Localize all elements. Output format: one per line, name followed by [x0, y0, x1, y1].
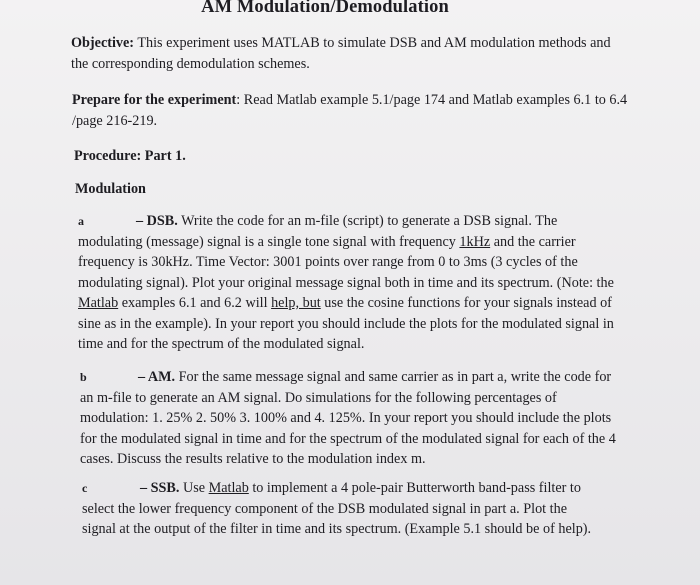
modulation-heading: Modulation	[75, 181, 146, 197]
part-c-lead: – SSB.	[140, 480, 180, 496]
part-a-lead: – DSB.	[136, 213, 178, 229]
part-b-lead: – AM.	[138, 369, 176, 385]
objective-text: This experiment uses MATLAB to simulate DSB and AM modulation methods and the corresponding demodulation schemes.	[71, 35, 611, 72]
prepare-text: examples 6.1 to 6.4 /page 216-219.	[72, 92, 628, 129]
part-b-text: For the same message signal and same carrier as in part a, write the code for an m-file to generate an AM signal. Do simulations for the following percentages of modulation: 1. 25% 2. 50% 3. 100% and 4. 125%. In your report you should include the plots for the modulated signal in time and for the spectrum of the modulated signal for each of the 4 cases. Discuss the results relative to the modulation index m.	[80, 369, 616, 467]
part-b-paragraph	[80, 367, 620, 470]
procedure-heading: Procedure: Part 1.	[74, 148, 186, 164]
matlab-word: Matlab	[472, 92, 513, 108]
frequency-value: 1kHz	[459, 233, 491, 250]
part-c-text: Use	[179, 480, 209, 496]
prepare-text: example 5.1/page 174 and	[316, 92, 473, 108]
part-c-paragraph	[82, 478, 597, 540]
part-a-letter: a	[78, 214, 84, 228]
matlab-word: Matlab	[78, 295, 119, 311]
matlab-word: Matlab	[208, 480, 249, 496]
part-c-text: to implement a 4 pole-pair Butterworth band-pass filter to select the lower frequency component of the DSB modulated signal in part a. Plot the signal at the output of the filter in time and its spectrum. (Example 5.1 should be of help).	[82, 480, 592, 537]
part-a-text: use the cosine functions for your signals instead of sine as in the example). In your report you should include the plots for the modulated signal in time and for the spectrum of the modulated signal.	[78, 295, 614, 352]
matlab-word: Matlab	[276, 92, 317, 108]
prepare-label: Prepare for the experiment	[72, 92, 237, 108]
part-c-letter: c	[82, 481, 88, 495]
objective-paragraph	[71, 33, 616, 74]
part-a-text: and the carrier frequency is 30kHz. Time Vector: 3001 points over range from 0 to 3ms (3 cycles of the modulating signal). Plot your original message signal both in time and its spectrum. (Note: the	[78, 233, 614, 291]
part-a-text: Write the code for an m-file (script) to generate a DSB signal. The modulating (message) signal is a single tone signal with frequency	[78, 213, 558, 250]
part-a-text: examples 6.1 and 6.2 will	[118, 295, 272, 311]
page-title: AM Modulation/Demodulation	[201, 0, 449, 17]
part-a-paragraph	[78, 211, 623, 355]
prepare-paragraph	[72, 90, 628, 131]
help-word: help, but	[271, 295, 321, 311]
prepare-text: : Read	[236, 92, 277, 108]
part-b-letter: b	[80, 370, 87, 384]
objective-label: Objective:	[71, 35, 135, 51]
